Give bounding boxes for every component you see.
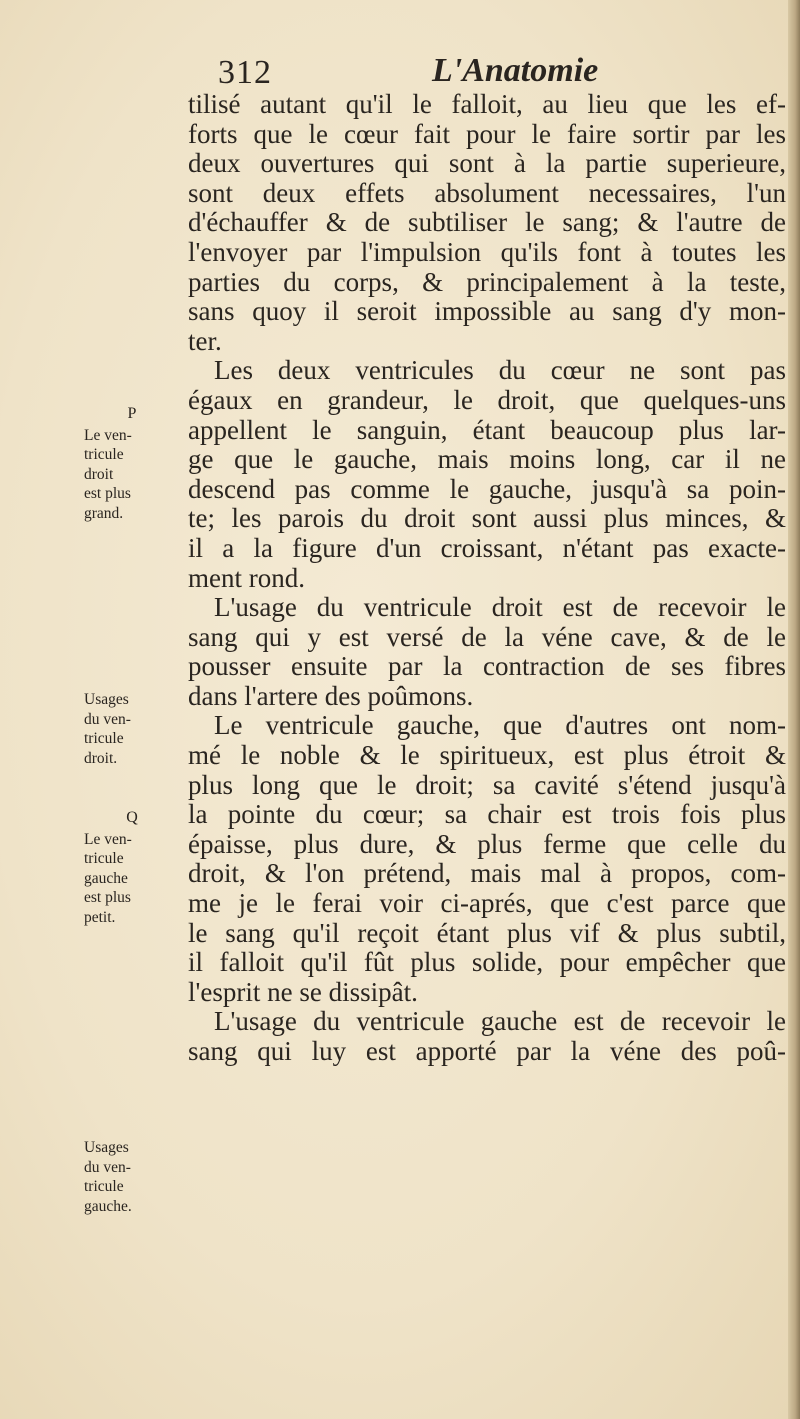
margin-note-line: Usages — [84, 691, 129, 708]
text-line: l'envoyer par l'impulsion qu'ils font à toutes les — [188, 237, 786, 267]
text-line: plus long que le droit; sa cavité s'étend jusqu'à — [188, 770, 786, 800]
text-line: me je le ferai voir ci-aprés, que c'est parce que — [188, 889, 786, 919]
margin-note-line: est plus — [84, 485, 131, 502]
text-line: le sang qu'il reçoit étant plus vif & plus subtil, — [188, 918, 786, 948]
text-line: il falloit qu'il fût plus solide, pour empêcher que — [188, 948, 786, 978]
text-line: Les deux ventricules du cœur ne sont pas — [214, 356, 786, 386]
margin-note-line: droit. — [84, 749, 118, 767]
text-line: parties du corps, & principalement à la teste, — [188, 267, 786, 297]
margin-note-line: tricule — [84, 850, 124, 867]
text-line: égaux en grandeur, le droit, que quelques-uns — [188, 385, 786, 415]
margin-note-line: est plus — [84, 889, 131, 906]
text-line: sang qui luy est apporté par la véne des poû- — [188, 1037, 786, 1066]
margin-note-line: du ven- — [84, 710, 131, 728]
text-line: sang qui y est versé de la véne cave, & de le — [188, 622, 786, 652]
text-line: épaisse, plus dure, & plus ferme que celle du — [188, 829, 786, 859]
text-line: ter. — [188, 326, 222, 356]
margin-note-left-ventricle-smaller — [84, 808, 180, 927]
page-number: 312 — [218, 54, 272, 91]
text-line: L'usage du ventricule gauche est de recevoir le — [214, 1007, 786, 1037]
margin-note-line: tricule — [84, 446, 124, 463]
text-line: sont deux effets absolument necessaires, l'un — [188, 178, 786, 208]
margin-note-line: grand. — [84, 504, 124, 522]
text-line: pousser ensuite par la contraction de ses fibres — [188, 652, 786, 682]
text-line: mé le noble & le spiritueux, est plus étroit & — [188, 741, 786, 771]
margin-note-line: tricule — [84, 1178, 124, 1195]
margin-note-line: petit. — [84, 908, 116, 926]
signature-mark: P — [127, 405, 137, 422]
signature-mark: Q — [126, 809, 138, 826]
text-line: descend pas comme le gauche, jusqu'à sa poin- — [188, 474, 786, 504]
running-head: L'Anatomie — [432, 52, 599, 89]
text-line: deux ouvertures qui sont à la partie superieure, — [188, 149, 786, 179]
text-line: d'échauffer & de subtiliser le sang; & l'autre de — [188, 208, 786, 238]
text-line: droit, & l'on prétend, mais mal à propos, com- — [188, 859, 786, 889]
text-line: la pointe du cœur; sa chair est trois fois plus — [188, 800, 786, 830]
margin-note-right-ventricle-larger — [84, 404, 180, 523]
text-line: forts que le cœur fait pour le faire sortir par les — [188, 119, 786, 149]
text-line: ge que le gauche, mais moins long, car il ne — [188, 445, 786, 475]
page-edge — [788, 0, 800, 1419]
margin-note-line: Usages — [84, 1139, 129, 1156]
margin-note-line: Le ven- — [84, 426, 132, 444]
text-line: ment rond. — [188, 563, 305, 593]
text-line: tilisé autant qu'il le falloit, au lieu que les ef- — [188, 90, 786, 119]
text-line: L'usage du ventricule droit est de recevoir le — [214, 593, 786, 623]
margin-note-line: gauche — [84, 869, 128, 887]
text-line: l'esprit ne se dissipât. — [188, 977, 418, 1007]
margin-note-line: Le ven- — [84, 830, 132, 848]
body-text — [188, 90, 786, 1067]
margin-note-usages-right-ventricle — [84, 690, 180, 768]
margin-note-usages-left-ventricle — [84, 1138, 180, 1216]
text-line: te; les parois du droit sont aussi plus minces, & — [188, 504, 786, 534]
text-line: appellent le sanguin, étant beaucoup plus lar- — [188, 415, 786, 445]
text-line: dans l'artere des poûmons. — [188, 681, 474, 711]
margin-note-line: tricule — [84, 730, 124, 747]
margin-note-line: droit — [84, 465, 114, 483]
margin-note-line: du ven- — [84, 1158, 131, 1176]
text-line: sans quoy il seroit impossible au sang d'y mon- — [188, 297, 786, 327]
text-line: Le ventricule gauche, que d'autres ont nom- — [214, 711, 786, 741]
margin-note-line: gauche. — [84, 1197, 132, 1215]
text-line: il a la figure d'un croissant, n'étant pas exacte- — [188, 533, 786, 563]
